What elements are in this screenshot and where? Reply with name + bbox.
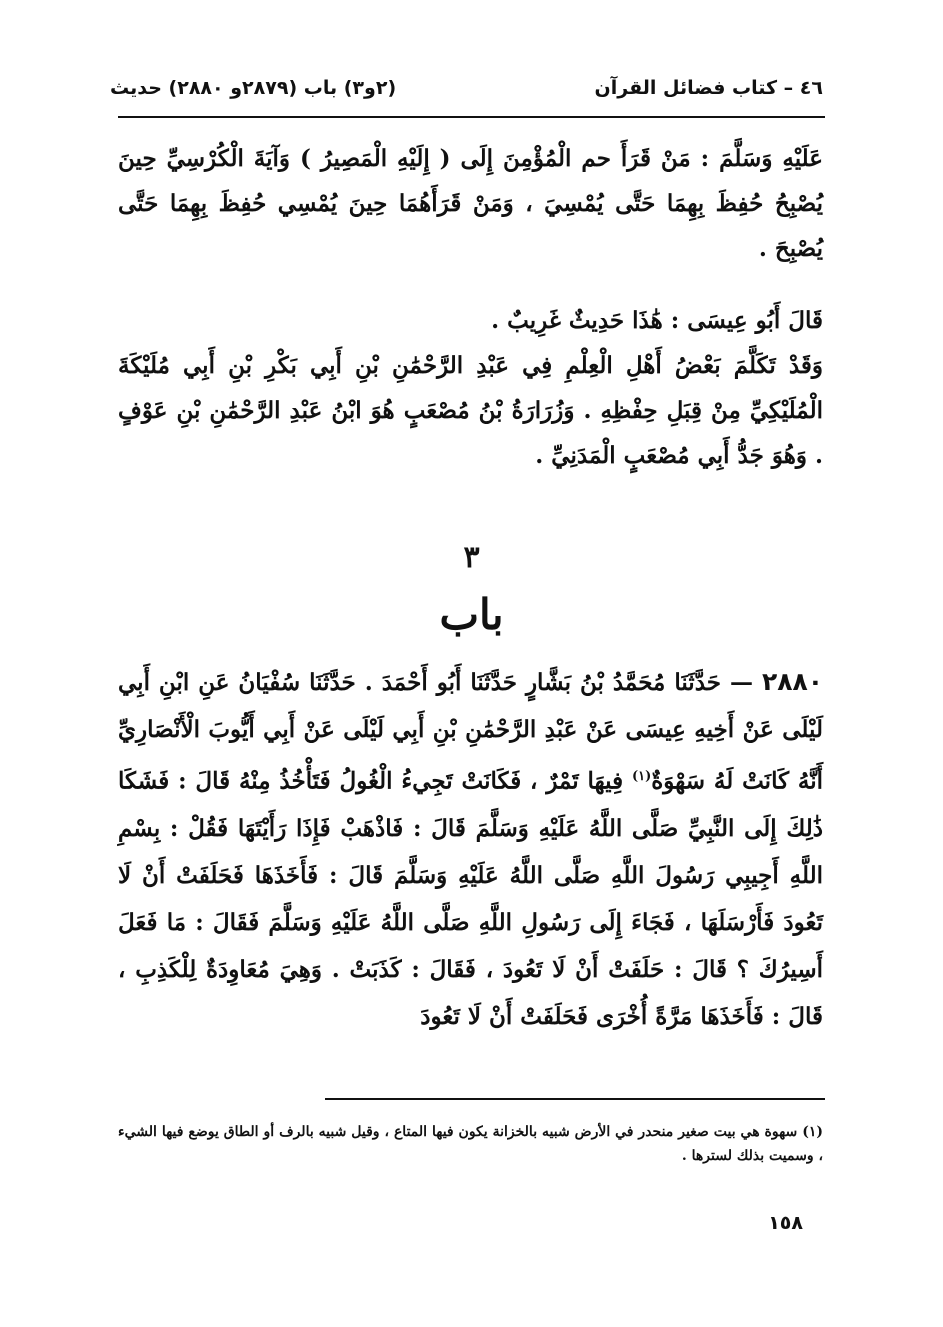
footnote-text: (١) سهوة هي بيت صغير منحدر في الأرض شبيه بالخزانة يكون فيها المتاع ، وقيل شبيه بالرف أو الطاق يوضع فيها الشيء ، وسميت بذلك لسترها . — [118, 1124, 823, 1164]
chapter-heading: باب — [439, 590, 504, 639]
header-section-reference: (٢و٣) باب (٢٨٧٩و ٢٨٨٠) حديث — [110, 77, 397, 99]
paragraph-commentary — [118, 298, 823, 478]
header-chapter-title: ٤٦ – كتاب فضائل القرآن — [594, 77, 823, 99]
footnote-reference: (١) — [631, 769, 652, 784]
commentary-narrator-notes: وَقَدْ تَكَلَّمَ بَعْضُ أَهْلِ الْعِلْمِ فِي عَبْدِ الرَّحْمَٰنِ بْنِ أَبِي بَكْرِ بْنِ أَبِي مُلَيْكَةَ الْمُلَيْكِيِّ مِنْ قِبَلِ حِفْظِهِ . وَزُرَارَةُ بْنُ مُصْعَبٍ هُوَ ابْنُ عَبْدِ الرَّحْمَٰنِ بْنِ عَوْفٍ . وَهُوَ جَدُّ أَبِي مُصْعَبٍ الْمَدَنِيِّ . — [118, 352, 823, 469]
commentary-grading: قَالَ أَبُو عِيسَى : هَٰذَا حَدِيثٌ غَرِيبٌ . — [491, 307, 823, 334]
hadith-text-part-1: حَدَّثَنَا مُحَمَّدُ بْنُ بَشَّارٍ حَدَّثَنَا أَبُو أَحْمَدَ . حَدَّثَنَا سُفْيَانُ عَنِ ابْنِ أَبِي لَيْلَى عَنْ أَخِيهِ عِيسَى عَنْ عَبْدِ الرَّحْمَٰنِ بْنِ أَبِي لَيْلَى عَنْ أَبِي أَيُّوبَ الْأَنْصَارِيِّ أَنَّهُ كَانَتْ لَهُ سَهْوَةٌ — [118, 669, 824, 795]
hadith-2880 — [118, 658, 823, 1040]
hadith-text-part-2: فِيهَا تَمْرٌ ، فَكَانَتْ تَجِيءُ الْغُولُ فَتَأْخُذُ مِنْهُ قَالَ : فَشَكَا ذَٰلِكَ إِلَى النَّبِيِّ صَلَّى اللَّهُ عَلَيْهِ وَسَلَّمَ قَالَ : فَاذْهَبْ فَإِذَا رَأَيْتَهَا فَقُلْ : بِسْمِ اللَّهِ أَجِيبِي رَسُولَ اللَّهِ صَلَّى اللَّهُ عَلَيْهِ وَسَلَّمَ قَالَ : فَأَخَذَهَا فَحَلَفَتْ أَنْ لَا تَعُودَ فَأَرْسَلَهَا ، فَجَاءَ إِلَى رَسُولِ اللَّهِ صَلَّى اللَّهُ عَلَيْهِ وَسَلَّمَ فَقَالَ : مَا فَعَلَ أَسِيرُكَ ؟ قَالَ : حَلَفَتْ أَنْ لَا تَعُودَ ، فَقَالَ : كَذَبَتْ . وَهِيَ مُعَاوِدَةٌ لِلْكَذِبِ ، قَالَ : فَأَخَذَهَا مَرَّةً أُخْرَى فَحَلَفَتْ أَنْ لَا تَعُودَ — [118, 767, 823, 1030]
footnote-rule — [325, 1098, 825, 1100]
header-rule — [118, 116, 825, 118]
page-number: ١٥٨ — [768, 1212, 803, 1234]
chapter-number: ٣ — [463, 540, 480, 575]
running-header — [110, 68, 823, 108]
paragraph-hadith-ending: عَلَيْهِ وَسَلَّمَ : مَنْ قَرَأَ حم الْمُؤْمِنَ إِلَى ( إِلَيْهِ الْمَصِيرُ ) وَآيَةَ الْكُرْسِيِّ حِينَ يُصْبِحُ حُفِظَ بِهِمَا حَتَّى يُمْسِيَ ، وَمَنْ قَرَأَهُمَا حِينَ يُمْسِي حُفِظَ بِهِمَا حَتَّى يُصْبِحَ . — [118, 145, 823, 262]
hadith-number-dash: — — [721, 669, 762, 696]
hadith-number: ٢٨٨٠ — [761, 667, 823, 696]
